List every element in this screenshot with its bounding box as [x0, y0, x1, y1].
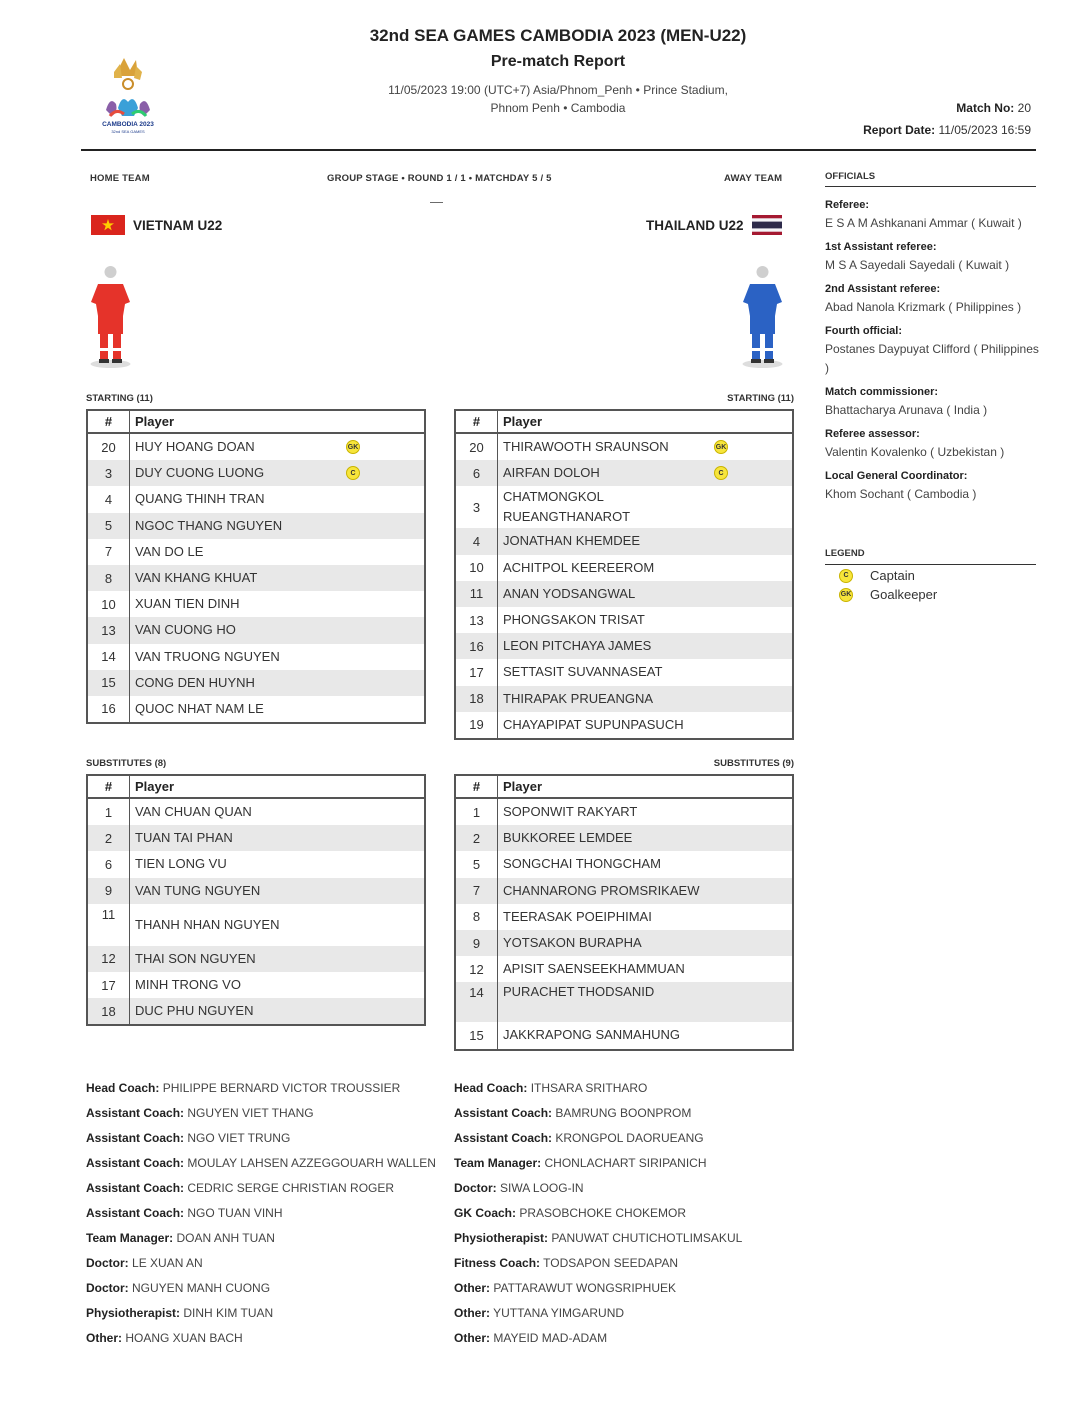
player-number: 20 [88, 434, 130, 460]
staff-role: Assistant Coach: [86, 1106, 185, 1120]
staff-role: Assistant Coach: [86, 1206, 185, 1220]
player-name: VAN DO LE [135, 543, 204, 559]
staff-role: Assistant Coach: [454, 1106, 553, 1120]
home-starting-table [86, 409, 426, 724]
player-number: 11 [88, 904, 130, 946]
table-row [456, 712, 792, 738]
official-role: Match commissioner: [825, 386, 939, 398]
goalkeeper-badge-icon: GK [714, 440, 728, 454]
officials-divider [825, 186, 1036, 187]
player-number: 14 [456, 982, 498, 1022]
official-item [825, 468, 1040, 504]
staff-item [86, 1231, 436, 1256]
captain-badge-icon: C [714, 466, 728, 480]
table-row [88, 972, 424, 998]
player-number: 6 [456, 460, 498, 486]
staff-item [86, 1331, 436, 1356]
staff-role: Other: [454, 1331, 490, 1345]
staff-item [454, 1206, 742, 1231]
table-row [456, 633, 792, 659]
staff-role: Assistant Coach: [454, 1131, 553, 1145]
column-number: # [456, 776, 498, 797]
player-name: JAKKRAPONG SANMAHUNG [503, 1027, 680, 1043]
staff-role: Other: [454, 1281, 490, 1295]
official-name: Abad Nanola Krizmark ( Philippines ) [825, 300, 1022, 314]
staff-item [86, 1081, 436, 1106]
player-name: AIRFAN DOLOH [503, 465, 600, 481]
player-name: CHANNARONG PROMSRIKAEW [503, 882, 700, 898]
home-team-name: VIETNAM U22 [133, 218, 223, 233]
away-team-name: THAILAND U22 [646, 218, 744, 233]
staff-item [454, 1181, 742, 1206]
player-number: 5 [88, 513, 130, 539]
staff-role: Head Coach: [454, 1081, 528, 1095]
match-info [378, 81, 738, 117]
official-role: Fourth official: [825, 325, 902, 337]
table-row [88, 799, 424, 825]
player-name: CHATMONGKOL RUEANGTHANAROT [503, 489, 631, 525]
player-name: TEERASAK POEIPHIMAI [503, 908, 652, 924]
legend-heading: LEGEND [825, 548, 865, 559]
goalkeeper-badge-icon: GK [346, 440, 360, 454]
staff-name: LE XUAN AN [132, 1256, 203, 1270]
column-player: Player [503, 414, 543, 429]
player-name: SETTASIT SUVANNASEAT [503, 664, 663, 680]
score: — [430, 194, 443, 209]
report-title: 32nd SEA GAMES CAMBODIA 2023 (MEN-U22) [369, 26, 747, 45]
staff-name: PATTARAWUT WONGSRIPHUEK [493, 1281, 677, 1295]
player-name: QUOC NHAT NAM LE [135, 700, 264, 716]
logo-text: CAMBODIA 2023 [102, 121, 154, 128]
player-name: NGOC THANG NGUYEN [135, 517, 283, 533]
player-name: THAI SON NGUYEN [135, 950, 256, 966]
home-team-label: HOME TEAM [90, 173, 150, 184]
staff-name: NGUYEN MANH CUONG [132, 1281, 271, 1295]
staff-name: DOAN ANH TUAN [176, 1231, 275, 1245]
report-date [863, 123, 1031, 137]
table-row [456, 904, 792, 930]
player-number: 14 [88, 644, 130, 670]
player-name: HUY HOANG DOAN [135, 439, 255, 455]
captain-badge-icon: C [839, 569, 853, 583]
staff-item [86, 1206, 436, 1231]
staff-role: Doctor: [86, 1281, 129, 1295]
staff-role: Physiotherapist: [454, 1231, 549, 1245]
player-number: 11 [456, 581, 498, 607]
column-number: # [88, 776, 130, 797]
staff-item [454, 1081, 742, 1106]
staff-name: PRASOBCHOKE CHOKEMOR [519, 1206, 687, 1220]
legend-captain-label: Captain [870, 568, 915, 583]
player-number: 12 [456, 956, 498, 982]
staff-role: Head Coach: [86, 1081, 160, 1095]
player-name: MINH TRONG VO [135, 977, 241, 993]
staff-name: NGO VIET TRUNG [187, 1131, 291, 1145]
official-name: M S A Sayedali Sayedali ( Kuwait ) [825, 258, 1010, 272]
player-number: 3 [456, 486, 498, 528]
staff-name: KRONGPOL DAORUEANG [555, 1131, 704, 1145]
official-name: Postanes Daypuyat Clifford ( Philippines ) [825, 342, 1039, 375]
table-row [88, 644, 424, 670]
staff-role: Doctor: [454, 1181, 497, 1195]
player-number: 2 [456, 825, 498, 851]
staff-role: Fitness Coach: [454, 1256, 541, 1270]
staff-item [86, 1106, 436, 1131]
table-header [88, 411, 424, 434]
match-info-line1: 11/05/2023 19:00 (UTC+7) Asia/Phnom_Penh • Prince Stadium, [388, 83, 728, 97]
away-substitutes-table [454, 774, 794, 1051]
table-row [456, 982, 792, 1022]
table-row [456, 686, 792, 712]
staff-role: Other: [454, 1306, 490, 1320]
staff-name: YUTTANA YIMGARUND [493, 1306, 625, 1320]
official-role: Local General Coordinator: [825, 470, 968, 482]
player-number: 17 [88, 972, 130, 998]
player-number: 7 [88, 539, 130, 565]
player-name: PHONGSAKON TRISAT [503, 612, 645, 628]
table-row [88, 565, 424, 591]
table-row [88, 460, 424, 486]
column-player: Player [135, 779, 175, 794]
player-name: VAN TUNG NGUYEN [135, 882, 261, 898]
away-starting-label: STARTING (11) [727, 393, 794, 404]
home-substitutes-label: SUBSTITUTES (8) [86, 758, 167, 769]
official-name: Valentin Kovalenko ( Uzbekistan ) [825, 445, 1005, 459]
match-info-line2: Phnom Penh • Cambodia [490, 101, 626, 115]
staff-item [86, 1156, 436, 1181]
table-body [88, 434, 424, 722]
staff-name: TODSAPON SEEDAPAN [543, 1256, 679, 1270]
player-number: 4 [88, 486, 130, 512]
staff-item [454, 1256, 742, 1281]
home-substitutes-table [86, 774, 426, 1026]
official-item [825, 281, 1040, 317]
table-row [456, 607, 792, 633]
staff-role: Team Manager: [454, 1156, 542, 1170]
player-number: 1 [456, 799, 498, 825]
staff-role: Physiotherapist: [86, 1306, 181, 1320]
table-row [88, 696, 424, 722]
player-name: QUANG THINH TRAN [135, 491, 265, 507]
staff-role: GK Coach: [454, 1206, 517, 1220]
table-row [456, 486, 792, 528]
player-name: SONGCHAI THONGCHAM [503, 856, 661, 872]
table-row [88, 591, 424, 617]
official-role: Referee assessor: [825, 428, 920, 440]
match-number-label: Match No: [956, 101, 1015, 115]
player-name: ACHITPOL KEEREEROM [503, 559, 655, 575]
vietnam-flag-icon [91, 215, 125, 235]
legend-goalkeeper-label: Goalkeeper [870, 587, 938, 602]
table-row [88, 998, 424, 1024]
table-header [456, 411, 792, 434]
player-number: 3 [88, 460, 130, 486]
staff-item [86, 1256, 436, 1281]
player-number: 10 [456, 555, 498, 581]
staff-role: Assistant Coach: [86, 1131, 185, 1145]
legend-captain [839, 568, 915, 583]
table-body [88, 799, 424, 1024]
staff-name: PHILIPPE BERNARD VICTOR TROUSSIER [162, 1081, 401, 1095]
table-row [456, 659, 792, 685]
column-player: Player [135, 414, 175, 429]
staff-name: MAYEID MAD-ADAM [493, 1331, 608, 1345]
report-date-value: 11/05/2023 16:59 [938, 123, 1031, 137]
official-item [825, 239, 1040, 275]
table-row [456, 799, 792, 825]
staff-role: Assistant Coach: [86, 1156, 185, 1170]
home-kit-icon [88, 262, 133, 370]
player-name: VAN CUONG HO [135, 622, 236, 638]
player-number: 16 [88, 696, 130, 722]
player-name: VAN TRUONG NGUYEN [135, 648, 280, 664]
table-row [88, 617, 424, 643]
table-row [456, 851, 792, 877]
player-name: THIRAWOOTH SRAUNSON [503, 439, 669, 455]
match-number [956, 101, 1031, 115]
table-row [456, 528, 792, 554]
player-name: CHAYAPIPAT SUPUNPASUCH [503, 716, 684, 732]
report-date-label: Report Date: [863, 123, 936, 137]
table-header [456, 776, 792, 799]
staff-name: CHONLACHART SIRIPANICH [544, 1156, 707, 1170]
staff-item [454, 1156, 742, 1181]
table-header [88, 776, 424, 799]
table-row [88, 878, 424, 904]
player-name: ANAN YODSANGWAL [503, 585, 636, 601]
player-number: 18 [456, 686, 498, 712]
staff-item [86, 1181, 436, 1206]
staff-role: Doctor: [86, 1256, 129, 1270]
staff-name: DINH KIM TUAN [183, 1306, 274, 1320]
player-number: 4 [456, 528, 498, 554]
player-name: VAN KHANG KHUAT [135, 570, 258, 586]
official-item [825, 323, 1040, 378]
table-row [456, 956, 792, 982]
player-number: 19 [456, 712, 498, 738]
away-kit-icon [740, 262, 785, 370]
away-team-label: AWAY TEAM [724, 173, 783, 184]
legend-goalkeeper [839, 587, 937, 602]
player-name: TIEN LONG VU [135, 856, 227, 872]
legend-divider [825, 564, 1036, 565]
table-row [88, 851, 424, 877]
staff-name: CEDRIC SERGE CHRISTIAN ROGER [187, 1181, 395, 1195]
player-name: BUKKOREE LEMDEE [503, 830, 633, 846]
official-name: Bhattacharya Arunava ( India ) [825, 403, 988, 417]
player-name: JONATHAN KHEMDEE [503, 533, 640, 549]
player-number: 10 [88, 591, 130, 617]
official-role: 2nd Assistant referee: [825, 283, 941, 295]
player-number: 17 [456, 659, 498, 685]
captain-badge-icon: C [346, 466, 360, 480]
staff-name: MOULAY LAHSEN AZZEGGOUARH WALLEN [187, 1156, 436, 1170]
table-row [456, 460, 792, 486]
home-staff-list [86, 1081, 436, 1356]
table-row [88, 904, 424, 946]
player-name: PURACHET THODSANID [503, 984, 655, 1000]
column-number: # [456, 411, 498, 432]
official-item [825, 197, 1040, 233]
staff-name: PANUWAT CHUTICHOTLIMSAKUL [551, 1231, 743, 1245]
table-row [88, 670, 424, 696]
away-staff-list [454, 1081, 742, 1356]
staff-item [454, 1231, 742, 1256]
staff-name: NGO TUAN VINH [187, 1206, 283, 1220]
table-row [456, 1022, 792, 1048]
player-number: 16 [456, 633, 498, 659]
player-number: 8 [88, 565, 130, 591]
staff-item [86, 1281, 436, 1306]
header-divider [81, 149, 1036, 151]
staff-name: HOANG XUAN BACH [125, 1331, 243, 1345]
report-subtitle: Pre-match Report [490, 53, 626, 70]
player-number: 9 [88, 878, 130, 904]
table-row [88, 946, 424, 972]
staff-item [86, 1131, 436, 1156]
player-name: THIRAPAK PRUEANGNA [503, 690, 654, 706]
official-item [825, 426, 1040, 462]
player-number: 8 [456, 904, 498, 930]
player-number: 9 [456, 930, 498, 956]
official-role: Referee: [825, 199, 870, 211]
logo-subtext: 32nd SEA GAMES [111, 129, 145, 134]
staff-item [454, 1131, 742, 1156]
staff-item [454, 1331, 742, 1356]
staff-role: Assistant Coach: [86, 1181, 185, 1195]
staff-item [86, 1306, 436, 1331]
player-name: THANH NHAN NGUYEN [135, 916, 280, 932]
player-name: APISIT SAENSEEKHAMMUAN [503, 961, 685, 977]
player-number: 7 [456, 878, 498, 904]
table-row [456, 930, 792, 956]
official-name: Khom Sochant ( Cambodia ) [825, 487, 977, 501]
table-row [88, 539, 424, 565]
staff-role: Other: [86, 1331, 122, 1345]
column-player: Player [503, 779, 543, 794]
player-number: 18 [88, 998, 130, 1024]
stage-label: GROUP STAGE • ROUND 1 / 1 • MATCHDAY 5 / 5 [327, 173, 552, 184]
player-number: 15 [88, 670, 130, 696]
official-role: 1st Assistant referee: [825, 241, 937, 253]
player-name: LEON PITCHAYA JAMES [503, 638, 652, 654]
thailand-flag-icon [752, 215, 782, 235]
official-item [825, 384, 1040, 420]
player-number: 12 [88, 946, 130, 972]
table-row [456, 434, 792, 460]
away-starting-table [454, 409, 794, 740]
table-row [456, 878, 792, 904]
column-number: # [88, 411, 130, 432]
player-number: 13 [88, 617, 130, 643]
player-name: DUC PHU NGUYEN [135, 1003, 254, 1019]
away-substitutes-label: SUBSTITUTES (9) [713, 758, 794, 769]
player-number: 5 [456, 851, 498, 877]
table-row [88, 825, 424, 851]
player-name: VAN CHUAN QUAN [135, 804, 252, 820]
player-number: 2 [88, 825, 130, 851]
staff-role: Team Manager: [86, 1231, 174, 1245]
player-number: 20 [456, 434, 498, 460]
table-body [456, 799, 792, 1049]
table-row [88, 486, 424, 512]
staff-item [454, 1306, 742, 1331]
player-name: YOTSAKON BURAPHA [503, 935, 642, 951]
player-name: CONG DEN HUYNH [135, 674, 255, 690]
officials-heading: OFFICIALS [825, 171, 876, 182]
player-number: 13 [456, 607, 498, 633]
player-number: 1 [88, 799, 130, 825]
table-row [456, 581, 792, 607]
player-name: DUY CUONG LUONG [135, 465, 265, 481]
staff-item [454, 1281, 742, 1306]
home-starting-label: STARTING (11) [86, 393, 153, 404]
staff-name: ITHSARA SRITHARO [530, 1081, 648, 1095]
staff-name: NGUYEN VIET THANG [187, 1106, 314, 1120]
staff-item [454, 1106, 742, 1131]
table-row [456, 825, 792, 851]
table-row [88, 513, 424, 539]
player-name: XUAN TIEN DINH [135, 596, 240, 612]
player-name: SOPONWIT RAKYART [503, 804, 638, 820]
official-name: E S A M Ashkanani Ammar ( Kuwait ) [825, 216, 1022, 230]
table-row [88, 434, 424, 460]
staff-name: BAMRUNG BOONPROM [555, 1106, 692, 1120]
staff-name: SIWA LOOG-IN [500, 1181, 584, 1195]
player-number: 6 [88, 851, 130, 877]
table-row [456, 555, 792, 581]
goalkeeper-badge-icon: GK [839, 588, 853, 602]
match-number-value: 20 [1017, 101, 1031, 115]
officials-list [825, 197, 1040, 510]
table-body [456, 434, 792, 738]
player-name: TUAN TAI PHAN [135, 830, 233, 846]
player-number: 15 [456, 1022, 498, 1048]
